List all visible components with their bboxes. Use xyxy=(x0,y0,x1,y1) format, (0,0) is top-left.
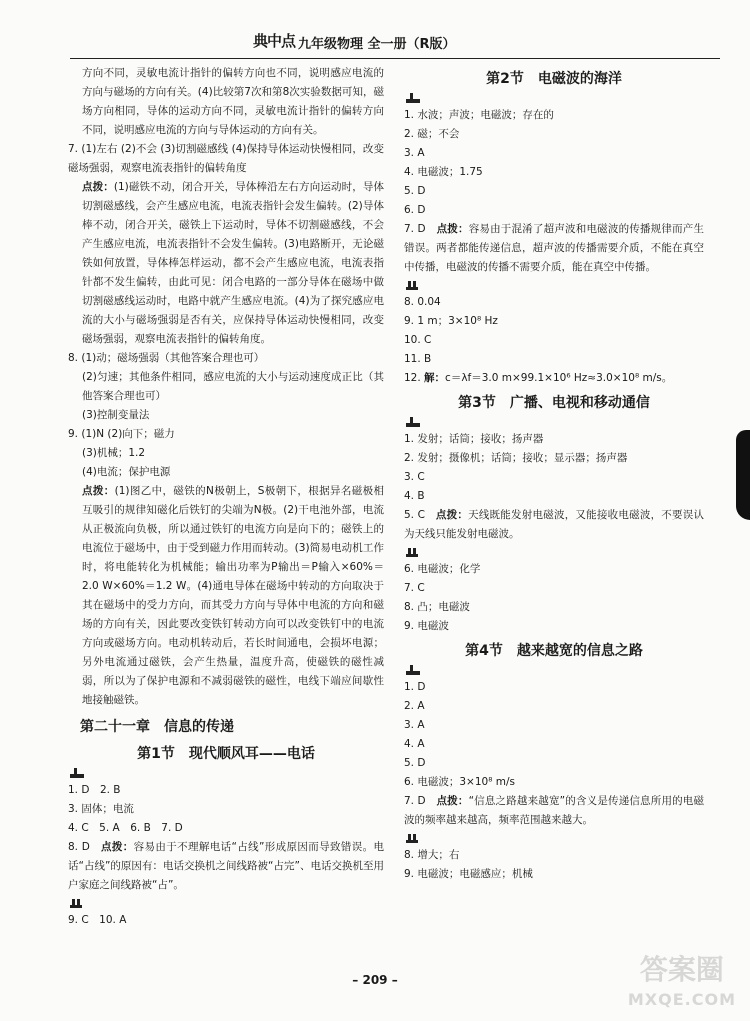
book-title: 九年级物理 全一册（R版） xyxy=(298,37,456,52)
answer-item: 2. 磁；不会 xyxy=(404,128,460,140)
chapter-title: 第二十一章 信息的传递 xyxy=(80,719,234,735)
section-title: 第4节 越来越宽的信息之路 xyxy=(465,643,643,659)
answer-item: 5. D xyxy=(404,185,426,197)
section-title: 第1节 现代顺风耳——电话 xyxy=(137,746,315,762)
answer-item: 9. 电磁波；电磁感应；机械 xyxy=(404,868,533,880)
answer-item: 8. (1)动；磁场强弱（其他答案合理也可） xyxy=(68,352,265,364)
answer-item: 9. C 10. A xyxy=(68,914,127,926)
answer-item: 9. (1)N (2)向下；磁力 xyxy=(68,428,175,440)
answer-item: 1. D 2. B xyxy=(68,784,121,796)
hint-label: 点拨： xyxy=(101,841,134,853)
answer-item: 9. 1 m；3×10⁸ Hz xyxy=(404,315,498,327)
answer-item: 7. C xyxy=(404,582,425,594)
answer-item: 7. (1)左右 (2)不会 (3)切割磁感线 (4)保持导体运动快慢相同，改变磁场强弱，观察电流表指针的偏转角度 xyxy=(68,143,384,174)
right-column xyxy=(404,64,704,884)
answer-item: 12. 解：c＝λf＝3.0 m×99.1×10⁶ Hz≈3.0×10⁸ m/s。 xyxy=(404,372,673,384)
hint-label: 点拨： xyxy=(82,181,114,193)
answer-item: 5. C 点拨：天线既能发射电磁波，又能接收电磁波，不要误认为天线只能发射电磁波。 xyxy=(404,509,705,540)
answer-item: 3. A xyxy=(404,719,425,731)
hint-text: 点拨：(1)图乙中，磁铁的N极朝上，S极朝下，根据异名磁极相互吸引的规律知磁化后铁钉的尖端为N极。(2)干电池外部，电流从正极流向负极，所以通过铁钉的电流方向是向下的；磁铁上的电流位于磁场中，由于受到磁力作用而转动。(3)简易电动机工作时，将电能转化为机械能；输出功率为P输出＝P输入×60%＝2.0 W×60%＝1.2 W。(4)通电导体在磁场中转动的方向取决于其在磁场中的受力方向，而其受力方向与导体中电流的方向和磁场的方向有关，因此要改变铁钉转动方向可以改变铁钉中的电流方向或磁场方向。电动机转动后，若长时间通电，会损坏电源；另外电流通过磁铁，会产生热量，温度升高，使磁铁的磁性减弱，所以为了保护电源和不减弱磁铁的磁性，电线下端应间歇性地接触磁铁。 xyxy=(82,485,384,706)
exercise-level-icon xyxy=(70,898,82,908)
watermark-text: 答案圈 xyxy=(639,953,724,986)
exercise-level-icon xyxy=(406,280,418,290)
answer-item: 8. 凸；电磁波 xyxy=(404,601,470,613)
hint-label: 点拨： xyxy=(435,509,469,521)
answer-item: 1. 水波；声波；电磁波；存在的 xyxy=(404,109,554,121)
answer-item: 7. D 点拨：“信息之路越来越宽”的含义是传递信息所用的电磁波的频率越来越高，频率范围越来越大。 xyxy=(404,795,704,826)
answer-item: 6. 电磁波；3×10⁸ m/s xyxy=(404,776,515,788)
page-edge-tab xyxy=(736,430,750,520)
answer-item: 9. 电磁波 xyxy=(404,620,449,632)
answer-item: 11. B xyxy=(404,353,432,365)
hint-label: 点拨： xyxy=(436,795,469,807)
exercise-level-icon xyxy=(70,768,84,778)
answer-item: 5. D xyxy=(404,757,426,769)
answer-item: 8. 0.04 xyxy=(404,296,441,308)
answer-item: 6. D xyxy=(404,204,426,216)
answer-item: (3)机械；1.2 xyxy=(82,447,146,459)
answer-item: 3. A xyxy=(404,147,425,159)
exercise-level-icon xyxy=(406,833,418,843)
answer-item: 1. D xyxy=(404,681,426,693)
exercise-level-icon xyxy=(406,417,420,427)
exercise-level-icon xyxy=(406,665,420,675)
answer-item: 4. B xyxy=(404,490,425,502)
book-logo: 典中点 xyxy=(253,32,296,50)
answer-item: 6. 电磁波；化学 xyxy=(404,563,481,575)
answer-item: 2. 发射；摄像机；话筒；接收；显示器；扬声器 xyxy=(404,452,628,464)
answer-item: (3)控制变量法 xyxy=(82,409,150,421)
hint-label: 点拨： xyxy=(436,223,469,235)
left-column xyxy=(68,64,384,930)
answer-item: 7. D 点拨：容易由于混淆了超声波和电磁波的传播规律而产生错误。两者都能传递信息，超声波的传播需要介质，不能在真空中传播，电磁波的传播不需要介质，能在真空中传播。 xyxy=(404,223,705,273)
hint-text: 点拨：(1)磁铁不动，闭合开关，导体棒沿左右方向运动时，导体切割磁感线，会产生感应电流，电流表指针会发生偏转。(2)导体棒不动，闭合开关，磁铁上下运动时，导体不切割磁感线，不会产生感应电流，电流表指针不会发生偏转。(3)电路断开，无论磁铁如何放置，导体棒怎样运动，都不会产生感应电流，电流表指针都不发生偏转，由此可见：闭合电路的一部分导体在磁场中做切割磁感线运动时，电路中就产生感应电流。(4)为了探究感应电流的大小与磁场强弱是否有关，应保持导体运动快慢相同，改变磁场强弱，观察电流表指针的偏转角度。 xyxy=(82,181,385,345)
answer-item: 3. C xyxy=(404,471,425,483)
exercise-level-icon xyxy=(406,547,418,557)
answer-item: 4. C 5. A 6. B 7. D xyxy=(68,822,183,834)
site-watermark xyxy=(628,955,736,1015)
answer-item: 3. 固体；电流 xyxy=(68,803,134,815)
section-title: 第2节 电磁波的海洋 xyxy=(486,71,622,87)
exercise-level-icon xyxy=(406,93,420,103)
answer-item: 8. 增大；右 xyxy=(404,849,460,861)
hint-label: 点拨： xyxy=(82,485,115,497)
answer-text: 方向不同，灵敏电流计指针的偏转方向也不同，说明感应电流的方向与磁场的方向有关。(4)比较第7次和第8次实验数据可知，磁场方向相同，导体的运动方向不同，灵敏电流计指针的偏转方向不同，说明感应电流的方向与导体运动的方向有关。 xyxy=(82,67,384,136)
answer-item: (4)电流；保护电源 xyxy=(82,466,171,478)
answer-item: 4. A xyxy=(404,738,425,750)
answer-item: 4. 电磁波；1.75 xyxy=(404,166,483,178)
page-header xyxy=(70,30,720,59)
page-number: – 209 – xyxy=(352,973,398,987)
answer-item: 1. 发射；话筒；接收；扬声器 xyxy=(404,433,544,445)
section-title: 第3节 广播、电视和移动通信 xyxy=(458,395,650,411)
answer-item: 8. D 点拨：容易由于不理解电话“占线”形成原因而导致错误。电话“占线”的原因有：电话交换机之间线路被“占完”、电话交换机至用户家庭之间线路被“占”。 xyxy=(68,841,384,891)
solution-label: 解： xyxy=(424,372,446,384)
watermark-url: MXQE.COM xyxy=(627,990,736,1009)
answer-item: (2)匀速；其他条件相同，感应电流的大小与运动速度成正比（其他答案合理也可） xyxy=(82,371,384,402)
answer-item: 10. C xyxy=(404,334,432,346)
answer-item: 2. A xyxy=(404,700,425,712)
